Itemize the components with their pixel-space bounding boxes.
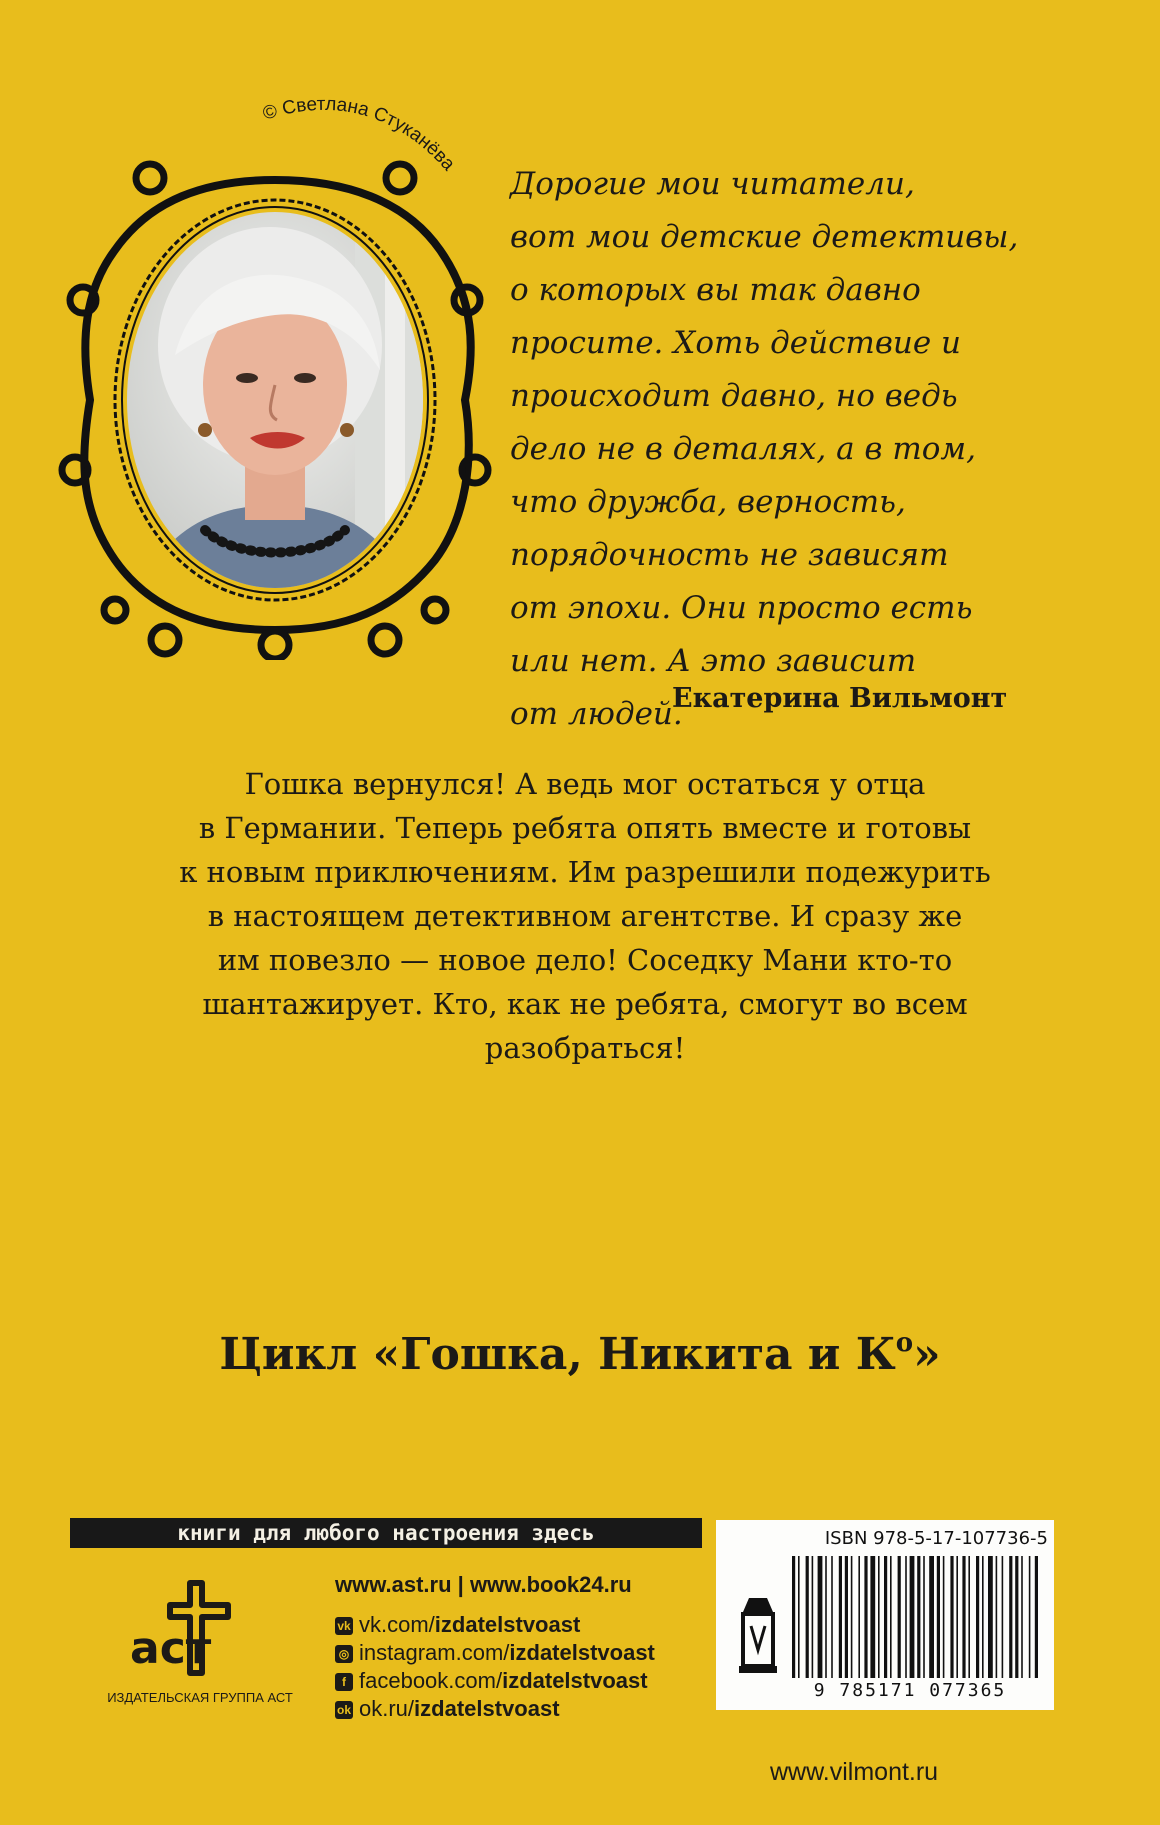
publisher-name: ИЗДАТЕЛЬСКАЯ ГРУППА АСТ: [107, 1690, 293, 1705]
barcode-bar: [923, 1556, 925, 1678]
barcode-bar: [1002, 1556, 1004, 1678]
ok-icon: ok: [336, 1703, 351, 1718]
barcode-bar: [937, 1556, 940, 1678]
blurb-line: шантажирует. Кто, как не ребята, смогут во всем: [202, 987, 968, 1021]
quote-line: просите. Хоть действие и: [510, 325, 961, 361]
barcode-bar: [798, 1556, 800, 1678]
barcode-bar: [943, 1556, 945, 1678]
barcode-bar: [988, 1556, 993, 1678]
barcode-bar: [996, 1556, 998, 1678]
barcode-bar: [956, 1556, 958, 1678]
photo-credit-text: © Светлана Стуканёва: [260, 95, 459, 175]
isbn-number: ISBN 978-5-17-107736-5: [824, 1528, 1048, 1549]
barcode-bar: [898, 1556, 901, 1678]
blurb-line: в Германии. Теперь ребята опять вместе и готовы: [198, 811, 972, 845]
book-blurb: [120, 762, 1050, 1070]
vk-icon: vk: [335, 1617, 353, 1635]
barcode-bar: [890, 1556, 892, 1678]
barcode-digits: 9 785171 077365: [813, 1680, 1007, 1701]
quote-line: от эпохи. Они просто есть: [510, 590, 973, 626]
series-title-text: Цикл «Гошка, Никита и К: [219, 1329, 896, 1380]
barcode-bar: [839, 1556, 842, 1678]
link-separator: |: [451, 1572, 470, 1597]
instagram-icon: ◎: [335, 1645, 353, 1663]
barcode-bar: [950, 1556, 953, 1678]
series-title-superscript: о: [895, 1328, 914, 1358]
ast-logo-text: аст: [130, 1623, 212, 1674]
barcode-bar: [884, 1556, 887, 1678]
book24-link[interactable]: www.book24.ru: [469, 1572, 632, 1597]
ast-logo-icon: [120, 1575, 260, 1680]
svg-text:© Светлана Стуканёва: [260, 95, 459, 175]
barcode-bar: [976, 1556, 979, 1678]
barcode-bar: [870, 1556, 875, 1678]
quote-line: дело не в деталях, а в том,: [510, 431, 976, 467]
barcode-bar: [929, 1556, 934, 1678]
barcode-bar: [905, 1556, 907, 1678]
quote-line: что дружба, верность,: [510, 484, 906, 520]
barcode-bar: [1015, 1556, 1018, 1678]
barcode-bar: [806, 1556, 809, 1678]
social-handle: izdatelstvoast: [502, 1668, 648, 1693]
tagline-bar: книги для любого настроения здесь: [70, 1518, 702, 1548]
social-handle: izdatelstvoast: [414, 1696, 560, 1721]
social-link-instagram[interactable]: [335, 1640, 655, 1666]
barcode-bar: [792, 1556, 795, 1678]
social-prefix: facebook.com/: [359, 1668, 503, 1693]
barcode: [790, 1556, 1045, 1678]
series-title: [0, 1328, 1160, 1380]
lantern-icon: [735, 1590, 781, 1680]
barcode-bar: [845, 1556, 848, 1678]
social-link-facebook[interactable]: [335, 1668, 648, 1694]
photo-credit: [260, 95, 480, 205]
quote-line: или нет. А это зависит: [510, 643, 917, 679]
barcode-bar: [858, 1556, 860, 1678]
series-title-end: »: [913, 1329, 941, 1380]
barcode-bar: [917, 1556, 920, 1678]
facebook-icon: f: [335, 1673, 353, 1691]
barcode-bar: [812, 1556, 814, 1678]
web-links: [335, 1572, 632, 1598]
barcode-bar: [962, 1556, 965, 1678]
social-link-ok[interactable]: [335, 1696, 560, 1722]
social-handle: izdatelstvoast: [509, 1640, 655, 1665]
quote-line: вот мои детские детективы,: [510, 219, 1019, 255]
quote-author: Екатерина Вильмонт: [672, 683, 1008, 714]
barcode-bar: [1021, 1556, 1023, 1678]
author-website[interactable]: www.vilmont.ru: [770, 1758, 939, 1786]
barcode-bar: [1035, 1556, 1038, 1678]
author-portrait-frame: [55, 140, 495, 660]
barcode-bar: [968, 1556, 970, 1678]
social-link-vk[interactable]: [335, 1612, 580, 1638]
barcode-bar: [910, 1556, 915, 1678]
quote-line: происходит давно, но ведь: [510, 378, 958, 414]
barcode-bar: [878, 1556, 880, 1678]
barcode-bar: [825, 1556, 827, 1678]
barcode-bar: [982, 1556, 984, 1678]
quote-line: порядочность не зависят: [510, 537, 949, 573]
quote-line: Дорогие мои читатели,: [510, 166, 915, 202]
barcode-bar: [851, 1556, 853, 1678]
blurb-line: Гошка вернулся! А ведь мог остаться у отца: [244, 767, 926, 801]
barcode-bar: [864, 1556, 867, 1678]
social-prefix: instagram.com/: [359, 1640, 510, 1665]
blurb-line: им повезло — новое дело! Соседку Мани кто-то: [217, 943, 953, 977]
quote-line: о которых вы так давно: [510, 272, 921, 308]
author-quote: [510, 158, 1070, 741]
blurb-line: в настоящем детективном агентстве. И сразу же: [207, 899, 963, 933]
barcode-bar: [818, 1556, 823, 1678]
barcode-bar: [1009, 1556, 1012, 1678]
barcode-bar: [1029, 1556, 1031, 1678]
social-handle: izdatelstvoast: [434, 1612, 581, 1637]
blurb-line: разобраться!: [484, 1031, 686, 1065]
social-prefix: ok.ru/: [359, 1696, 415, 1721]
barcode-bar: [831, 1556, 833, 1678]
blurb-line: к новым приключениям. Им разрешили подежурить: [179, 855, 991, 889]
ast-link[interactable]: www.ast.ru: [335, 1572, 452, 1597]
social-prefix: vk.com/: [359, 1612, 435, 1637]
quote-line: от людей.: [510, 696, 683, 732]
